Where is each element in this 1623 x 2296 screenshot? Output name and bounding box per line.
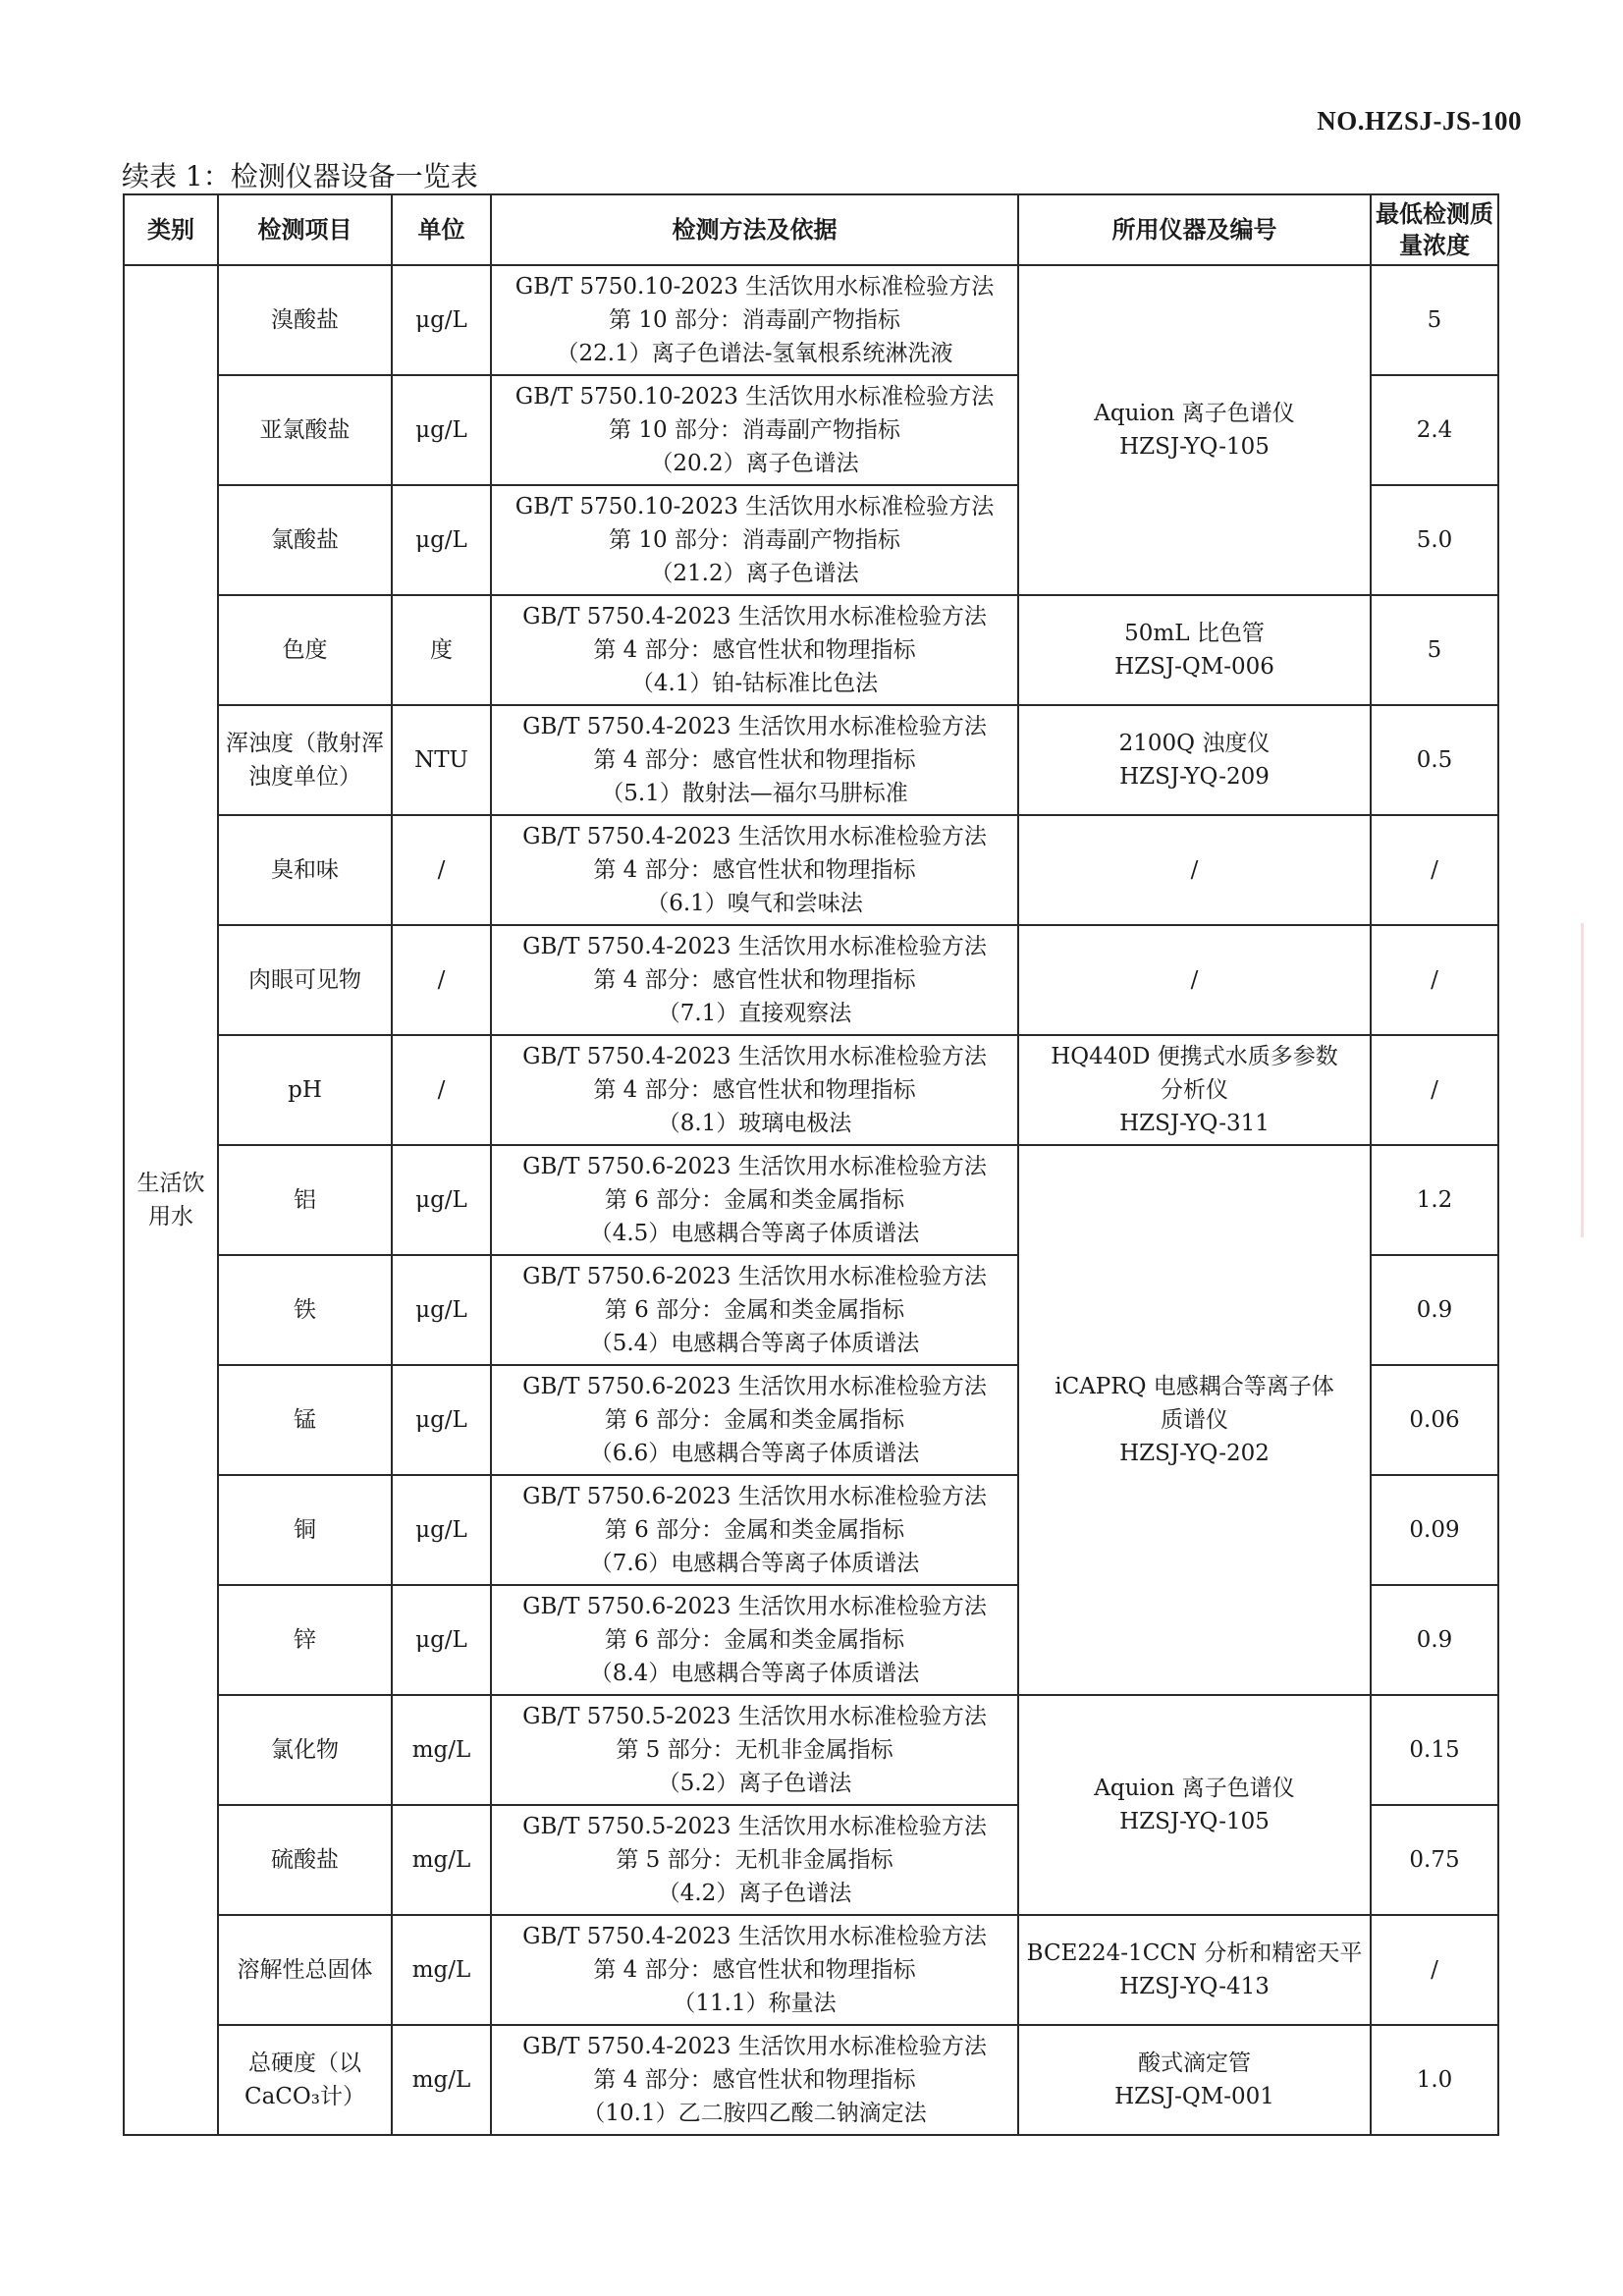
unit-cell: μg/L: [392, 1585, 491, 1695]
header-mdl: 最低检测质量浓度: [1371, 194, 1498, 265]
unit-cell: /: [392, 925, 491, 1035]
mdl-cell: 0.75: [1371, 1805, 1498, 1915]
method-cell: GB/T 5750.5-2023 生活饮用水标准检验方法 第 5 部分：无机非金属指标 （4.2）离子色谱法: [491, 1805, 1018, 1915]
item-cell: 亚氯酸盐: [218, 375, 392, 485]
method-cell: GB/T 5750.10-2023 生活饮用水标准检验方法 第 10 部分：消毒副产物指标 （21.2）离子色谱法: [491, 485, 1018, 595]
item-cell: 臭和味: [218, 815, 392, 925]
method-cell: GB/T 5750.4-2023 生活饮用水标准检验方法 第 4 部分：感官性状和物理指标 （11.1）称量法: [491, 1915, 1018, 2025]
method-cell: GB/T 5750.6-2023 生活饮用水标准检验方法 第 6 部分：金属和类金属指标 （8.4）电感耦合等离子体质谱法: [491, 1585, 1018, 1695]
method-cell: GB/T 5750.10-2023 生活饮用水标准检验方法 第 10 部分：消毒副产物指标 （22.1）离子色谱法-氢氧根系统淋洗液: [491, 265, 1018, 375]
unit-cell: μg/L: [392, 485, 491, 595]
item-cell: 铝: [218, 1145, 392, 1255]
unit-cell: μg/L: [392, 1475, 491, 1585]
unit-cell: μg/L: [392, 1145, 491, 1255]
mdl-cell: 0.9: [1371, 1255, 1498, 1365]
method-cell: GB/T 5750.6-2023 生活饮用水标准检验方法 第 6 部分：金属和类金属指标 （7.6）电感耦合等离子体质谱法: [491, 1475, 1018, 1585]
method-cell: GB/T 5750.10-2023 生活饮用水标准检验方法 第 10 部分：消毒副产物指标 （20.2）离子色谱法: [491, 375, 1018, 485]
table-row: [124, 925, 1498, 1035]
table-row: [124, 595, 1498, 705]
mdl-cell: 5.0: [1371, 485, 1498, 595]
table-row: [124, 265, 1498, 375]
table-row: [124, 2025, 1498, 2135]
item-cell: 锰: [218, 1365, 392, 1475]
item-cell: 铁: [218, 1255, 392, 1365]
header-item: 检测项目: [218, 194, 392, 265]
unit-cell: μg/L: [392, 1255, 491, 1365]
header-category: 类别: [124, 194, 218, 265]
item-cell: 总硬度（以 CaCO₃计）: [218, 2025, 392, 2135]
mdl-cell: 0.5: [1371, 705, 1498, 815]
method-cell: GB/T 5750.6-2023 生活饮用水标准检验方法 第 6 部分：金属和类金属指标 （5.4）电感耦合等离子体质谱法: [491, 1255, 1018, 1365]
unit-cell: μg/L: [392, 375, 491, 485]
unit-cell: 度: [392, 595, 491, 705]
method-cell: GB/T 5750.4-2023 生活饮用水标准检验方法 第 4 部分：感官性状和物理指标 （8.1）玻璃电极法: [491, 1035, 1018, 1145]
category-cell: 生活饮用水: [124, 265, 218, 2135]
mdl-cell: 1.2: [1371, 1145, 1498, 1255]
method-cell: GB/T 5750.4-2023 生活饮用水标准检验方法 第 4 部分：感官性状和物理指标 （6.1）嗅气和尝味法: [491, 815, 1018, 925]
mdl-cell: /: [1371, 1035, 1498, 1145]
instrument-cell: /: [1018, 815, 1371, 925]
item-cell: 氯酸盐: [218, 485, 392, 595]
table-row: [124, 1915, 1498, 2025]
item-cell: 锌: [218, 1585, 392, 1695]
method-cell: GB/T 5750.6-2023 生活饮用水标准检验方法 第 6 部分：金属和类金属指标 （6.6）电感耦合等离子体质谱法: [491, 1365, 1018, 1475]
table-caption: 续表 1：检测仪器设备一览表: [122, 160, 478, 192]
instrument-cell: BCE224-1CCN 分析和精密天平 HZSJ-YQ-413: [1018, 1915, 1371, 2025]
item-cell: 色度: [218, 595, 392, 705]
mdl-cell: 1.0: [1371, 2025, 1498, 2135]
unit-cell: mg/L: [392, 2025, 491, 2135]
seal-stamp-edge: [1581, 923, 1623, 1237]
method-cell: GB/T 5750.4-2023 生活饮用水标准检验方法 第 4 部分：感官性状和物理指标 （10.1）乙二胺四乙酸二钠滴定法: [491, 2025, 1018, 2135]
item-cell: 浑浊度（散射浑浊度单位）: [218, 705, 392, 815]
item-cell: 溴酸盐: [218, 265, 392, 375]
unit-cell: mg/L: [392, 1805, 491, 1915]
instrument-cell: Aquion 离子色谱仪 HZSJ-YQ-105: [1018, 265, 1371, 595]
mdl-cell: 5: [1371, 265, 1498, 375]
mdl-cell: 5: [1371, 595, 1498, 705]
mdl-cell: 0.9: [1371, 1585, 1498, 1695]
header-method: 检测方法及依据: [491, 194, 1018, 265]
method-cell: GB/T 5750.4-2023 生活饮用水标准检验方法 第 4 部分：感官性状和物理指标 （4.1）铂-钴标准比色法: [491, 595, 1018, 705]
unit-cell: /: [392, 815, 491, 925]
mdl-cell: /: [1371, 925, 1498, 1035]
instrument-table: [123, 193, 1499, 2136]
mdl-cell: /: [1371, 1915, 1498, 2025]
instrument-cell: Aquion 离子色谱仪 HZSJ-YQ-105: [1018, 1695, 1371, 1915]
table-row: [124, 815, 1498, 925]
unit-cell: mg/L: [392, 1695, 491, 1805]
unit-cell: μg/L: [392, 265, 491, 375]
instrument-cell: /: [1018, 925, 1371, 1035]
mdl-cell: 2.4: [1371, 375, 1498, 485]
table-header-row: [124, 194, 1498, 265]
method-cell: GB/T 5750.4-2023 生活饮用水标准检验方法 第 4 部分：感官性状和物理指标 （5.1）散射法—福尔马肼标准: [491, 705, 1018, 815]
unit-cell: mg/L: [392, 1915, 491, 2025]
table-row: [124, 1695, 1498, 1805]
method-cell: GB/T 5750.6-2023 生活饮用水标准检验方法 第 6 部分：金属和类金属指标 （4.5）电感耦合等离子体质谱法: [491, 1145, 1018, 1255]
instrument-cell: 酸式滴定管 HZSJ-QM-001: [1018, 2025, 1371, 2135]
header-unit: 单位: [392, 194, 491, 265]
mdl-cell: 0.09: [1371, 1475, 1498, 1585]
unit-cell: NTU: [392, 705, 491, 815]
table-row: [124, 705, 1498, 815]
item-cell: 氯化物: [218, 1695, 392, 1805]
instrument-cell: iCAPRQ 电感耦合等离子体 质谱仪 HZSJ-YQ-202: [1018, 1145, 1371, 1695]
instrument-cell: HQ440D 便携式水质多参数 分析仪 HZSJ-YQ-311: [1018, 1035, 1371, 1145]
item-cell: pH: [218, 1035, 392, 1145]
item-cell: 肉眼可见物: [218, 925, 392, 1035]
mdl-cell: 0.06: [1371, 1365, 1498, 1475]
unit-cell: /: [392, 1035, 491, 1145]
table-row: [124, 1145, 1498, 1255]
item-cell: 铜: [218, 1475, 392, 1585]
document-number: NO.HZSJ-JS-100: [1317, 106, 1522, 136]
instrument-cell: 50mL 比色管 HZSJ-QM-006: [1018, 595, 1371, 705]
item-cell: 硫酸盐: [218, 1805, 392, 1915]
header-instrument: 所用仪器及编号: [1018, 194, 1371, 265]
method-cell: GB/T 5750.5-2023 生活饮用水标准检验方法 第 5 部分：无机非金属指标 （5.2）离子色谱法: [491, 1695, 1018, 1805]
unit-cell: μg/L: [392, 1365, 491, 1475]
item-cell: 溶解性总固体: [218, 1915, 392, 2025]
method-cell: GB/T 5750.4-2023 生活饮用水标准检验方法 第 4 部分：感官性状和物理指标 （7.1）直接观察法: [491, 925, 1018, 1035]
table-row: [124, 1035, 1498, 1145]
mdl-cell: 0.15: [1371, 1695, 1498, 1805]
mdl-cell: /: [1371, 815, 1498, 925]
instrument-cell: 2100Q 浊度仪 HZSJ-YQ-209: [1018, 705, 1371, 815]
